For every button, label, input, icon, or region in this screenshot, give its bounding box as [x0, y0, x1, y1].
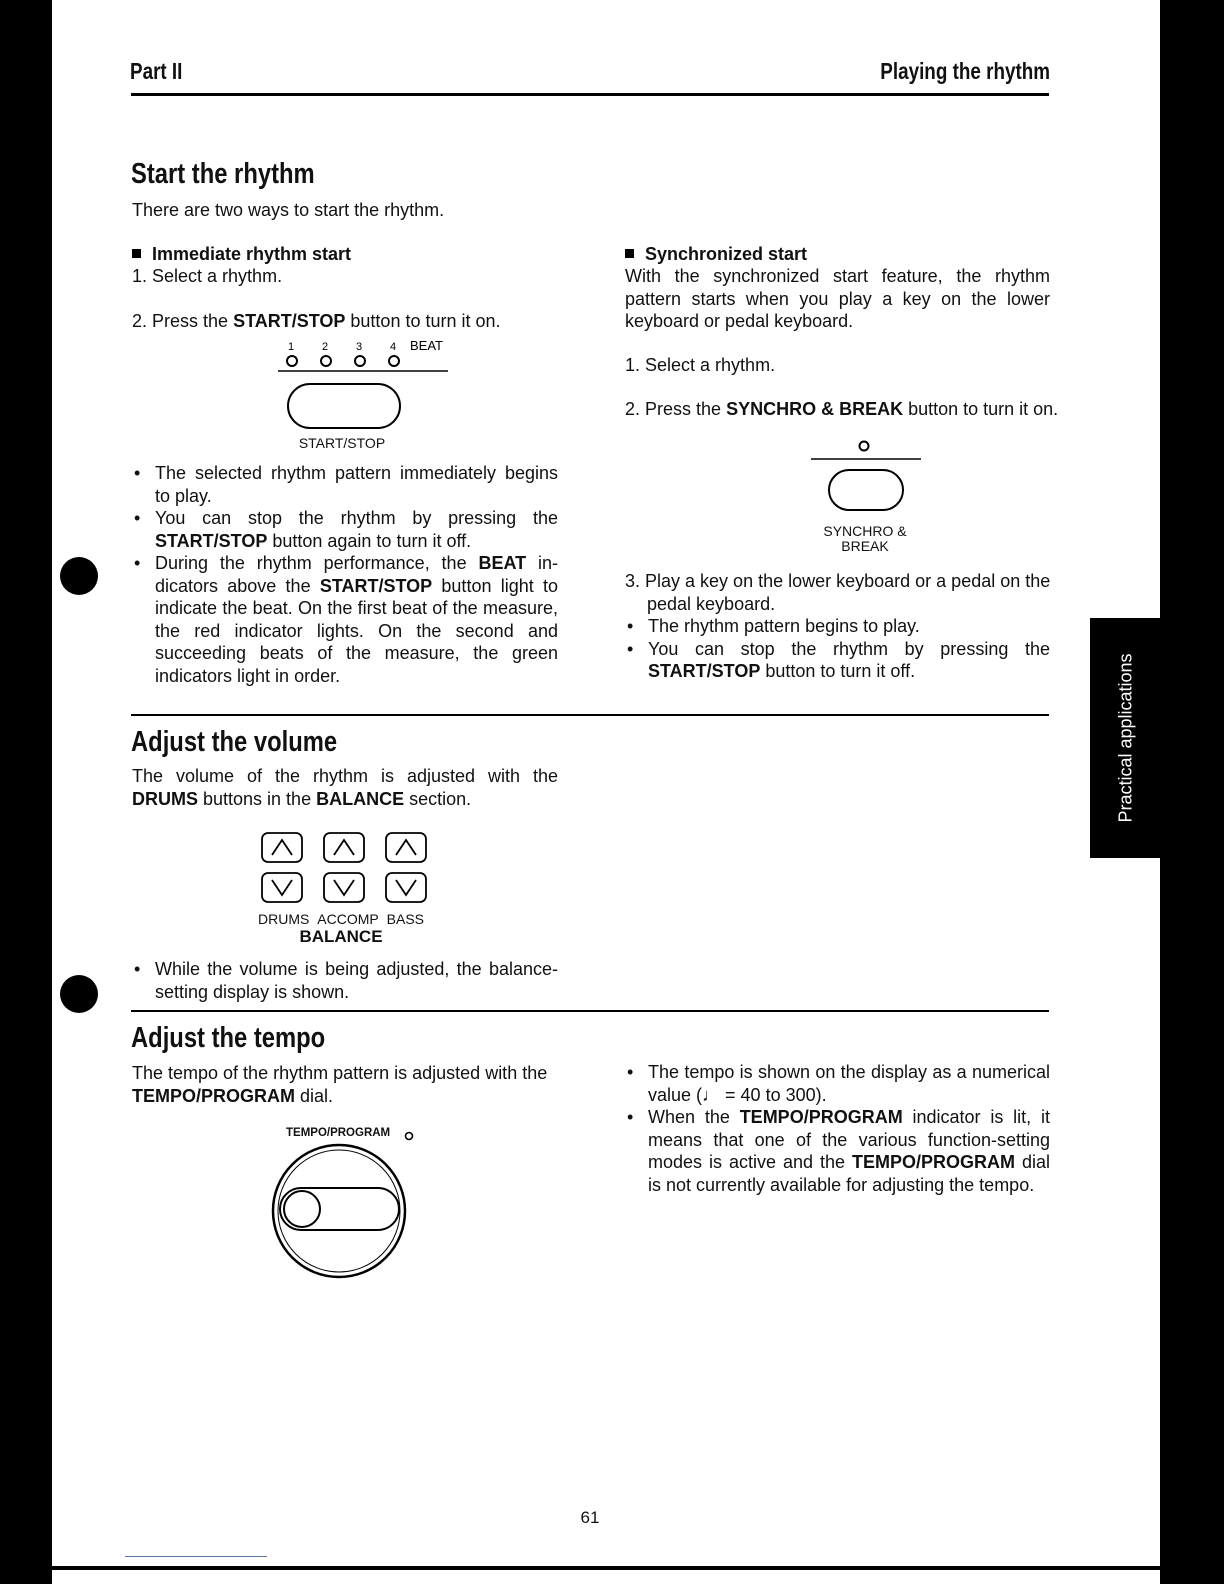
immediate-step-1: 1. Select a rhythm.	[132, 266, 283, 286]
beat-indicator-1-icon	[287, 356, 297, 366]
footer-line	[125, 1556, 267, 1557]
beat-indicator-3-icon	[355, 356, 365, 366]
tempo-dial-diagram	[266, 1128, 426, 1284]
volume-text: The volume of the rhythm is adjusted with the DRUMS buttons in the BALANCE section.	[132, 766, 558, 809]
drums-up-button-icon	[262, 833, 302, 862]
binder-hole	[60, 557, 98, 595]
drums-down-button-icon	[262, 873, 302, 902]
tempo-heading: Adjust the tempo	[131, 1022, 326, 1054]
side-tab	[1090, 618, 1162, 858]
sync-heading: Synchronized start	[625, 243, 807, 266]
start-intro: There are two ways to start the rhythm.	[132, 200, 445, 220]
tempo-dial-knob-icon	[284, 1191, 320, 1227]
list-item: • You can stop the rhythm by pressing the START/STOP button to turn it off.	[625, 638, 1050, 683]
bass-down-button-icon	[386, 873, 426, 902]
synchro-break-diagram	[805, 436, 925, 526]
square-bullet-icon	[132, 249, 141, 258]
sync-bullets	[625, 615, 1050, 683]
tempo-text: The tempo of the rhythm pattern is adjusted with the TEMPO/PROGRAM dial.	[132, 1063, 548, 1106]
square-bullet-icon	[625, 249, 634, 258]
bass-up-button-icon	[386, 833, 426, 862]
accomp-down-button-icon	[324, 873, 364, 902]
beat-label-3: 3	[356, 341, 363, 353]
section-divider	[131, 1010, 1049, 1012]
start-rhythm-heading: Start the rhythm	[131, 158, 315, 190]
drums-label: DRUMS	[258, 911, 310, 927]
header-rule	[131, 93, 1049, 96]
balance-buttons-diagram	[255, 826, 435, 912]
part-label: Part II	[130, 58, 183, 84]
section-divider	[131, 714, 1049, 716]
volume-bullets	[132, 958, 558, 1003]
binder-hole	[60, 975, 98, 1013]
bass-label: BASS	[386, 911, 424, 927]
volume-heading: Adjust the volume	[131, 726, 338, 758]
synchro-indicator-icon	[860, 442, 869, 451]
accomp-label: ACCOMP	[317, 911, 379, 927]
beat-label-4: 4	[390, 341, 397, 353]
list-item: • The selected rhythm pattern immediately begins to play.	[132, 462, 558, 507]
immediate-heading: Immediate rhythm start	[132, 243, 351, 266]
immediate-bullets	[132, 462, 558, 687]
beat-indicator-4-icon	[389, 356, 399, 366]
list-item: • While the volume is being adjusted, the balance-setting display is shown.	[132, 958, 558, 1003]
list-item: • When the TEMPO/PROGRAM indicator is lit, it means that one of the various function-setting modes is active and the TEMPO/PROGRAM dial is not currently available for adjusting the tempo.	[625, 1106, 1050, 1196]
beat-label-2: 2	[322, 341, 329, 353]
sync-step-2: 2. Press the SYNCHRO & BREAK button to turn it on.	[625, 399, 1059, 419]
sync-step-1: 1. Select a rhythm.	[625, 355, 776, 375]
side-tab-label: Practical applications	[1115, 653, 1136, 823]
right-scan-border	[1162, 0, 1224, 1584]
synchro-break-caption: SYNCHRO & BREAK	[823, 523, 907, 554]
list-item: • The tempo is shown on the display as a numerical value (♩ = 40 to 300).	[625, 1061, 1050, 1106]
synchro-break-button-icon	[829, 470, 903, 510]
beat-word: BEAT	[410, 338, 443, 353]
bottom-edge-line	[52, 1566, 1162, 1570]
list-item: • During the rhythm performance, the BEAT indicators above the START/STOP button light to indicate the beat. On the first beat of the measure, the red indicator lights. On the second and succeeding beats of the measure, the green indicators light in order.	[132, 552, 558, 687]
page-number: 61	[580, 1508, 600, 1527]
beat-indicator-2-icon	[321, 356, 331, 366]
immediate-step-2: 2. Press the START/STOP button to turn it on.	[132, 311, 501, 331]
start-stop-button-icon	[288, 384, 400, 428]
tempo-bullets	[625, 1061, 1050, 1196]
tempo-indicator-icon	[406, 1133, 413, 1140]
accomp-up-button-icon	[324, 833, 364, 862]
tempo-dial-icon	[273, 1145, 405, 1277]
start-stop-caption: START/STOP	[298, 435, 386, 451]
balance-caption: BALANCE	[299, 927, 383, 946]
list-item: • The rhythm pattern begins to play.	[625, 615, 1050, 638]
list-item: • You can stop the rhythm by pressing the START/STOP button again to turn it off.	[132, 507, 558, 552]
left-scan-border	[0, 0, 52, 1584]
sync-intro: With the synchronized start feature, the rhythm pattern starts when you play a key on the lower keyboard or pedal keyboard.	[625, 266, 1050, 331]
tempo-dial-label: TEMPO/PROGRAM	[286, 1127, 391, 1139]
section-title: Playing the rhythm	[880, 58, 1050, 84]
beat-label-1: 1	[288, 341, 295, 353]
sync-step-3: 3. Play a key on the lower keyboard or a pedal on the pedal keyboard.	[625, 571, 1051, 614]
balance-labels	[258, 911, 424, 927]
tempo-dial-grip-icon	[280, 1188, 399, 1230]
